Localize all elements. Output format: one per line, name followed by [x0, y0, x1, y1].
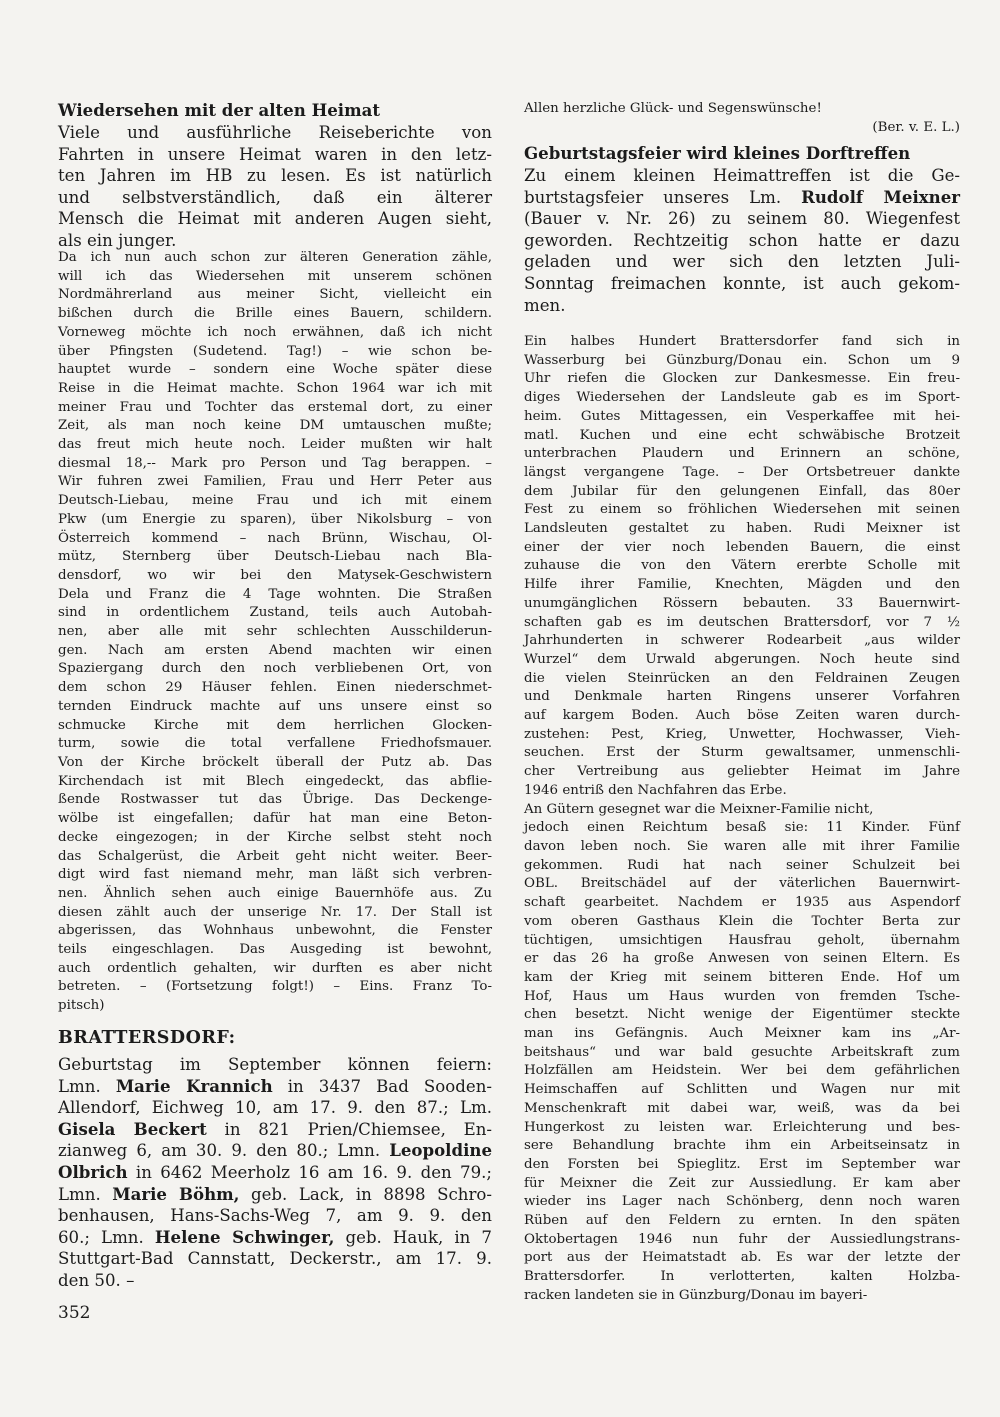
text-line: pitsch): [58, 998, 105, 1014]
text-line: und Denkmale harten Ringens unserer Vorfahren: [524, 689, 960, 705]
text-line: teils eingeschlagen. Das Ausgeding ist bewohnt,: [58, 942, 492, 958]
text-line: [58, 1054, 492, 1076]
text-line: meiner Frau und Tochter das erstemal dort, zu einer: [58, 399, 492, 415]
text-line: [58, 1162, 492, 1184]
text-segment: men.: [524, 295, 566, 315]
text-line: [58, 1227, 492, 1249]
text-line: einer der vier noch lebenden Bauern, die einst: [524, 539, 960, 555]
text-line: [58, 1097, 492, 1119]
text-line: das freut mich heute noch. Leider mußten wir halt: [58, 437, 492, 453]
text-line: Wurzel“ dem Urwald abgerungen. Noch heute sind: [524, 651, 960, 667]
text-line: decke eingezogen; in der Kirche selbst steht noch: [58, 829, 492, 845]
text-line: Uhr riefen die Glocken zur Dankesmesse. Ein freu-: [524, 371, 960, 387]
text-line: ten Jahren im HB zu lesen. Es ist natürlich: [58, 166, 492, 186]
text-segment: Lmn.: [58, 1184, 113, 1204]
text-line: will ich das Wiedersehen mit unserem schönen: [58, 268, 492, 284]
text-line: nen. Ähnlich sehen auch einige Bauernhöfe aus. Zu: [58, 885, 492, 901]
birthday-list-brattersdorf: [58, 1054, 492, 1292]
text-line: [524, 295, 960, 317]
text-line: Von der Kirche bröckelt überall der Putz ab. Das: [58, 754, 492, 770]
text-line: Oktobertagen 1946 nun fuhr der Aussiedlungstrans-: [524, 1231, 960, 1247]
text-line: die vielen Steinrücken an den Feldrainen Zeugen: [524, 670, 960, 686]
text-line: port aus der Heimatstadt ab. Es war der letzte der: [524, 1250, 960, 1266]
text-line: Menschenkraft mit dabei war, weiß, was da bei: [524, 1100, 960, 1116]
report-signature: (Ber. v. E. L.): [872, 120, 960, 135]
article-body-geburtstagsfeier: [524, 333, 960, 1306]
text-line: wieder ins Lager nach Schönberg, denn noch waren: [524, 1194, 960, 1210]
text-line: diesen zählt auch der unserige Nr. 17. Der Stall ist: [58, 904, 492, 920]
section-heading-brattersdorf: BRATTERSDORF:: [58, 1028, 236, 1048]
text-segment: Geburtstag im September können feiern:: [58, 1055, 492, 1074]
text-line: racken landeten sie in Günzburg/Donau im bayeri-: [524, 1287, 868, 1303]
text-line: gen. Nach am ersten Abend machten wir einen: [58, 642, 492, 658]
text-segment: den 50. –: [58, 1270, 135, 1290]
text-line: seuchen. Erst der Sturm gewaltsamer, unmenschli-: [524, 745, 960, 761]
text-line: [524, 251, 960, 273]
article-headline-geburtstagsfeier: Geburtstagsfeier wird kleines Dorftreffen: [524, 143, 911, 163]
text-line: vom oberen Gasthaus Klein die Tochter Berta zur: [524, 913, 960, 929]
text-segment: Stuttgart-Bad Cannstatt, Deckerstr., am 17. 9.: [58, 1249, 492, 1269]
text-segment: Lmn.: [58, 1076, 116, 1096]
text-line: bißchen durch die Brille eines Bauern, schildern.: [58, 306, 492, 322]
text-line: wölbe ist eingefallen; dafür hat man eine Beton-: [58, 811, 492, 827]
text-segment: zianweg 6, am 30. 9. den 80.; Lmn.: [58, 1141, 390, 1161]
person-name: Leopoldine: [389, 1140, 492, 1161]
text-segment: geb. Hauk, in 7: [334, 1227, 492, 1247]
text-line: zustehen: Pest, Krieg, Unwetter, Hochwasser, Vieh-: [524, 726, 960, 742]
text-line: Da ich nun auch schon zur älteren Generation zähle,: [58, 250, 492, 265]
article-intro-wiedersehen: [58, 122, 492, 252]
text-line: Zeit, als man noch keine DM umtauschen mußte;: [58, 418, 492, 434]
text-line: gekommen. Rudi hat nach seiner Schulzeit bei: [524, 857, 960, 873]
text-line: [524, 208, 960, 230]
text-line: matl. Kuchen und eine echt schwäbische Brotzeit: [524, 427, 960, 443]
person-name: Marie Krannich: [115, 1075, 273, 1096]
text-line: mütz, Sternberg über Deutsch-Liebau nach Bla-: [58, 549, 492, 565]
text-line: nen, aber alle mit sehr schlechten Ausschilderun-: [58, 624, 492, 640]
text-line: Deutsch-Liebau, meine Frau und ich mit einem: [58, 493, 492, 509]
text-line: [58, 1248, 492, 1270]
person-name: Marie Böhm,: [112, 1183, 240, 1204]
person-name: Rudolf Meixner: [801, 186, 961, 207]
text-segment: burtstagsfeier unseres Lm.: [524, 187, 802, 207]
text-line: An Gütern gesegnet war die Meixner-Familie nicht,: [524, 801, 874, 817]
text-line: tüchtigen, umsichtigen Hausfrau geholt, übernahm: [524, 932, 960, 948]
text-line: Nordmährerland aus meiner Sicht, vielleicht ein: [58, 287, 492, 303]
text-line: digt wird fast niemand mehr, man läßt sich verbren-: [58, 867, 492, 883]
text-line: sind in ordentlichem Zustand, teils auch Autobah-: [58, 605, 492, 621]
text-line: diesmal 18,-- Mark pro Person und Tag berappen. –: [58, 455, 492, 471]
text-line: Kirchendach ist mit Blech eingedeckt, das abflie-: [58, 773, 492, 789]
text-segment: in 3437 Bad Sooden-: [272, 1076, 492, 1096]
text-line: auch ordentlich gehalten, wir durften es aber nicht: [58, 960, 492, 976]
article-body-wiedersehen: [58, 249, 492, 1016]
text-line: dem schon 29 Häuser fehlen. Einen niederschmet-: [58, 680, 492, 696]
person-name: Olbrich: [58, 1161, 128, 1182]
text-line: Hof, Haus um Haus wurden von fremden Tsche-: [524, 988, 960, 1004]
page-number: 352: [58, 1303, 91, 1323]
text-line: und selbstverständlich, daß ein älterer: [58, 187, 492, 207]
text-line: Spaziergang durch den noch verbliebenen Ort, von: [58, 661, 492, 677]
text-line: Vorneweg möchte ich noch erwähnen, daß ich nicht: [58, 324, 492, 340]
text-line: cher Vertreibung aus geliebter Heimat im Jahre: [524, 764, 960, 780]
text-line: für Meixner die Zeit zur Aussiedlung. Er kam aber: [524, 1175, 960, 1191]
text-line: [58, 1184, 492, 1206]
text-line: den Forsten bei Spieglitz. Erst im September war: [524, 1156, 960, 1172]
text-segment: geb. Lack, in 8898 Schro-: [239, 1184, 492, 1204]
text-line: kam der Krieg mit seinem bitteren Ende. Hof um: [524, 969, 960, 985]
text-line: unterbrachen Plaudern und Erinnern an schöne,: [524, 446, 960, 462]
person-name: Helene Schwinger,: [154, 1226, 335, 1247]
article-headline-wiedersehen: Wiedersehen mit der alten Heimat: [58, 100, 381, 120]
text-line: Mensch die Heimat mit anderen Augen sieht,: [58, 209, 492, 229]
text-line: Landsleuten gestaltet zu haben. Rudi Meixner ist: [524, 521, 960, 537]
text-line: Wir fuhren zwei Familien, Frau und Herr Peter aus: [58, 474, 492, 490]
text-line: hauptet wurde – sondern eine Woche später diese: [58, 362, 492, 378]
text-segment: (Bauer v. Nr. 26) zu seinem 80. Wiegenfest: [524, 209, 960, 229]
text-line: Wasserburg bei Günzburg/Donau ein. Schon um 9: [524, 352, 960, 368]
article-intro-geburtstagsfeier: [524, 165, 960, 316]
text-line: Jahrhunderten in schwerer Rodearbeit „aus wilder: [524, 633, 960, 649]
text-segment: geladen und wer sich den letzten Juli-: [524, 252, 960, 272]
text-line: unumgänglichen Rössern bebauten. 33 Bauernwirt-: [524, 595, 960, 611]
text-line: zuhause die von den Vätern ererbte Scholle mit: [524, 558, 960, 574]
text-line: [58, 1270, 492, 1292]
text-line: 1946 entriß den Nachfahren das Erbe.: [524, 782, 787, 798]
text-line: [58, 1076, 492, 1098]
text-line: OBL. Breitschädel auf der väterlichen Bauernwirt-: [524, 876, 960, 892]
text-line: betreten. – (Fortsetzung folgt!) – Eins. Franz To-: [58, 979, 492, 995]
text-line: Heimschaffen auf Schlitten und Wagen nur mit: [524, 1082, 960, 1098]
text-segment: Sonntag freimachen konnte, ist auch gekom-: [524, 273, 960, 293]
text-line: Brattersdorfer. In verlotterten, kalten Holzba-: [524, 1269, 960, 1285]
text-segment: 60.; Lmn.: [58, 1227, 155, 1247]
text-line: Holzfällen am Heidstein. Wer bei dem gefährlichen: [524, 1063, 960, 1079]
text-line: [524, 273, 960, 295]
person-name: Gisela Beckert: [58, 1118, 207, 1139]
text-line: ßende Rostwasser tut das Übrige. Das Deckenge-: [58, 792, 492, 808]
text-line: schmucke Kirche mit dem herrlichen Glocken-: [58, 717, 492, 733]
text-segment: in 821 Prien/Chiemsee, En-: [206, 1119, 492, 1139]
text-line: Pkw (um Energie zu sparen), über Nikolsburg – von: [58, 511, 492, 527]
text-segment: Zu einem kleinen Heimattreffen ist die Ge-: [524, 166, 960, 185]
text-line: Viele und ausführliche Reiseberichte von: [58, 123, 492, 142]
text-line: als ein junger.: [58, 230, 177, 250]
text-line: beitshaus“ und war bald gesuchte Arbeitskraft zum: [524, 1044, 960, 1060]
text-segment: in 6462 Meerholz 16 am 16. 9. den 79.;: [127, 1162, 492, 1182]
text-line: [58, 1119, 492, 1141]
text-line: Hilfe ihrer Familie, Knechten, Mägden und den: [524, 577, 960, 593]
text-segment: Allendorf, Eichweg 10, am 17. 9. den 87.; Lm.: [58, 1098, 492, 1118]
text-line: turm, sowie die total verfallene Friedhofsmauer.: [58, 736, 492, 752]
text-line: jedoch einen Reichtum besaß sie: 11 Kinder. Fünf: [524, 820, 960, 836]
text-segment: geworden. Rechtzeitig schon hatte er dazu: [524, 230, 960, 250]
text-line: heim. Gutes Mittagessen, ein Vesperkaffee mit hei-: [524, 408, 960, 424]
text-line: davon leben noch. Sie waren alle mit ihrer Familie: [524, 838, 960, 854]
text-line: Reise in die Heimat machte. Schon 1964 war ich mit: [58, 380, 492, 396]
text-line: auf kargem Boden. Auch böse Zeiten waren durch-: [524, 708, 960, 724]
text-line: diges Wiedersehen der Landsleute gab es im Sport-: [524, 390, 960, 406]
text-line: [524, 165, 960, 187]
text-line: [524, 187, 960, 209]
text-line: sere Behandlung brachte ihm ein Arbeitseinsatz in: [524, 1138, 960, 1154]
text-line: [58, 1205, 492, 1227]
text-line: dem Jubilar für den gelungenen Einfall, das 80er: [524, 483, 960, 499]
text-line: schaft gearbeitet. Nachdem er 1935 aus Aspendorf: [524, 895, 960, 911]
text-line: densdorf, wo wir bei den Matysek-Geschwistern: [58, 567, 492, 583]
text-line: man ins Gefängnis. Auch Meixner kam ins „Ar-: [524, 1026, 960, 1042]
text-line: Hungerkost zu leisten war. Erleichterung und bes-: [524, 1119, 960, 1135]
greeting-line: Allen herzliche Glück- und Segenswünsche!: [524, 101, 822, 116]
text-line: Fest zu einem so fröhlichen Wiedersehen mit seinen: [524, 502, 960, 518]
text-line: Fahrten in unsere Heimat waren in den letz-: [58, 144, 492, 164]
text-line: er das 26 ha große Anwesen von seinen Eltern. Es: [524, 951, 960, 967]
text-line: [58, 1140, 492, 1162]
text-line: Dela und Franz die 4 Tage wohnten. Die Straßen: [58, 586, 492, 602]
text-line: Rüben auf den Feldern zu ernten. In den späten: [524, 1213, 960, 1229]
text-line: Ein halbes Hundert Brattersdorfer fand sich in: [524, 334, 960, 349]
text-line: das Schalgerüst, die Arbeit geht nicht weiter. Beer-: [58, 848, 492, 864]
text-line: Österreich kommend – nach Brünn, Wischau, Ol-: [58, 530, 492, 546]
text-line: abgerissen, das Wohnhaus unbewohnt, die Fenster: [58, 923, 492, 939]
text-line: [524, 230, 960, 252]
text-line: schaften gab es im deutschen Brattersdorf, vor 7 ½: [524, 614, 960, 630]
text-line: ternden Eindruck machte auf uns unsere einst so: [58, 698, 492, 714]
text-segment: benhausen, Hans-Sachs-Weg 7, am 9. 9. den: [58, 1206, 492, 1226]
text-line: über Pfingsten (Sudetend. Tag!) – wie schon be-: [58, 343, 492, 359]
text-line: längst vergangene Tage. – Der Ortsbetreuer dankte: [524, 464, 960, 480]
text-line: chen besetzt. Nicht wenige der Eigentümer steckte: [524, 1007, 960, 1023]
